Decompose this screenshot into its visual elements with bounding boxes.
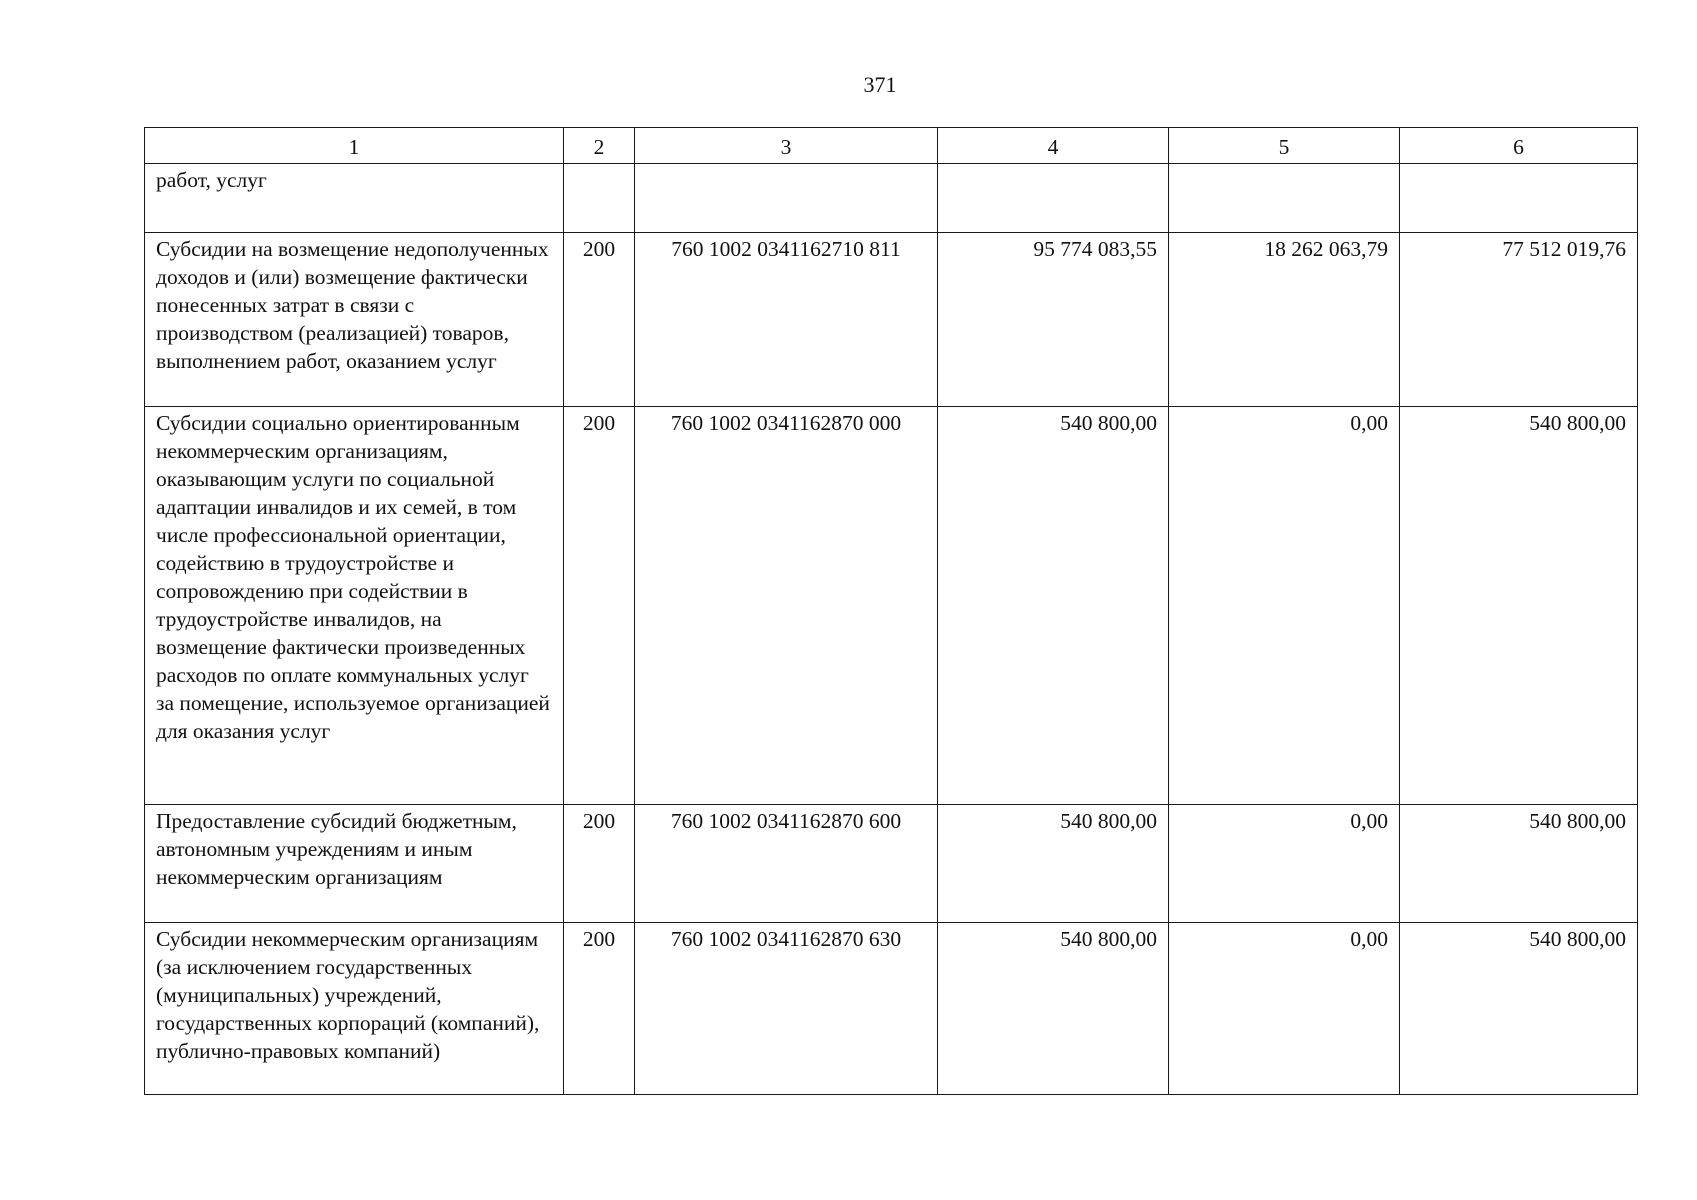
unexecuted-amount-cell: 540 800,00	[1400, 805, 1638, 923]
budget-code-cell: 760 1002 0341162710 811	[635, 233, 938, 407]
unexecuted-amount-cell: 540 800,00	[1400, 407, 1638, 805]
row-name-cell: Субсидии некоммерческим организациям (за исключением государственных (муниципальных) учреждений, государственных корпораций (компаний), публично-правовых компаний)	[145, 923, 564, 1095]
column-header: 4	[938, 128, 1169, 164]
row-name-cell: работ, услуг	[145, 164, 564, 233]
table-row	[145, 805, 1638, 923]
page-number: 371	[863, 72, 897, 97]
executed-amount-cell: 0,00	[1169, 407, 1400, 805]
row-name-cell: Субсидии социально ориентированным некоммерческим организациям, оказывающим услуги по социальной адаптации инвалидов и их семей, в том числе профессиональной ориентации, содействию в трудоустройстве и сопровождению при содействии в трудоустройстве инвалидов, на возмещение фактически произведенных расходов по оплате коммунальных услуг за помещение, используемое организацией для оказания услуг	[145, 407, 564, 805]
table-row	[145, 233, 1638, 407]
budget-code-cell: 760 1002 0341162870 000	[635, 407, 938, 805]
column-header: 6	[1400, 128, 1638, 164]
line-code-cell: 200	[564, 805, 635, 923]
line-code-cell	[564, 164, 635, 233]
approved-amount-cell: 540 800,00	[938, 923, 1169, 1095]
unexecuted-amount-cell	[1400, 164, 1638, 233]
budget-execution-table	[144, 127, 1638, 1095]
line-code-cell: 200	[564, 923, 635, 1095]
column-header: 5	[1169, 128, 1400, 164]
table-row	[145, 923, 1638, 1095]
approved-amount-cell	[938, 164, 1169, 233]
executed-amount-cell: 0,00	[1169, 923, 1400, 1095]
row-name-cell: Предоставление субсидий бюджетным, автономным учреждениям и иным некоммерческим организациям	[145, 805, 564, 923]
row-name-cell: Субсидии на возмещение недополученных доходов и (или) возмещение фактически понесенных затрат в связи с производством (реализацией) товаров, выполнением работ, оказанием услуг	[145, 233, 564, 407]
unexecuted-amount-cell: 77 512 019,76	[1400, 233, 1638, 407]
table-row	[145, 407, 1638, 805]
line-code-cell: 200	[564, 233, 635, 407]
executed-amount-cell	[1169, 164, 1400, 233]
executed-amount-cell: 0,00	[1169, 805, 1400, 923]
table-row	[145, 164, 1638, 233]
budget-code-cell	[635, 164, 938, 233]
table-header-row	[145, 128, 1638, 164]
column-header: 2	[564, 128, 635, 164]
executed-amount-cell: 18 262 063,79	[1169, 233, 1400, 407]
budget-code-cell: 760 1002 0341162870 630	[635, 923, 938, 1095]
column-header: 1	[145, 128, 564, 164]
approved-amount-cell: 540 800,00	[938, 805, 1169, 923]
unexecuted-amount-cell: 540 800,00	[1400, 923, 1638, 1095]
line-code-cell: 200	[564, 407, 635, 805]
approved-amount-cell: 540 800,00	[938, 407, 1169, 805]
budget-code-cell: 760 1002 0341162870 600	[635, 805, 938, 923]
column-header: 3	[635, 128, 938, 164]
approved-amount-cell: 95 774 083,55	[938, 233, 1169, 407]
